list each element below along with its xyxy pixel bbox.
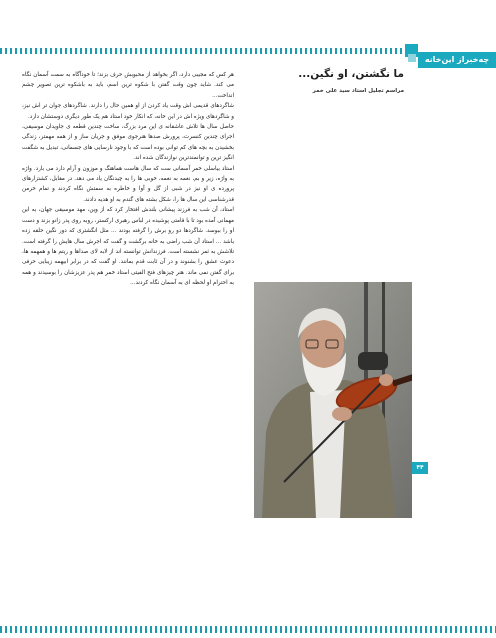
- article-paragraph: حاصل سال ها تلاش عاشقانه ی این مرد بزرگ، ساخت چندین قطعه ی جاویدان موسیقی، اجرای چندین کنسرت، پرورش صدها هنرجوی موفق و جریان ساز و از همه مهمتر، زندگی بخشیدن به بچه های کم توانی بوده است که با وجود نارسایی های جسمانی، تبدیل به شگفت انگیز ترین و توانمندترین نوازندگان شده اند.: [22, 124, 234, 162]
- bottom-stripe-decoration: [0, 626, 496, 633]
- article-byline: مراسم تجلیل استاد سید علی خمر: [312, 88, 404, 94]
- violinist-photo: [254, 282, 412, 518]
- section-label: چه‌خبراز این‌خانه: [418, 52, 496, 68]
- accent-square-small-decoration: [408, 54, 416, 62]
- article-paragraph: هر کس که مجیبی دارد، اگر بخواهد از محبوبش حرف بزند؛ تا خودآگاه به سمت آسمان نگاه می کند. شاید چون وقت گفتن با شکوه ترین اسم، باید به باشکوه ترین تصویر چشم انداخت...: [22, 72, 234, 99]
- article-body: [22, 70, 234, 442]
- article-paragraph: استاد بیاسلی خمر آسمانی ست که سال هاست هماهنگ و موزون و آرام دارد می بارد. واژه به واژه، زیر و بم، نغمه به نغمه، خوبی ها را به چیدنگان یاد می دهد. در مقابل، کشتزارهای پرورده ی او نیز در شبی از گل و آوا و خاطره به سمتش نگاه کردند و تمام خرمن قدرشناسی این سال ها را، شکل بشته های گندم به او هدیه دادند.: [22, 165, 234, 203]
- top-stripe-decoration: [0, 48, 405, 54]
- article-paragraph: شاگردهای قدیمی اش وقت یاد کردن از او همین حال را دارند. شاگردهای جوان تر اش نیز، و شاگردهای ویژه اش در این خانه، که انکار خود استاد هم یک طور دیگری دوستشان دارد.: [22, 103, 234, 120]
- violinist-illustration: [254, 282, 412, 518]
- article-title: ما نگشتن، او نگین...: [298, 68, 404, 80]
- article-paragraph: استاد، آن شب به فرزند پیشانی بلندش افتخار کرد که از وین، مهد موسیقی جهان، به این مهمانی آمده بود تا با قامتی پوشیده در لباس رهبری ارکستر، روبه روی پدر زانو بزند و دست او را ببوسد. شاگردها دو رو برش را گرفته بودند ... مثل انگشتری که دور نگین حلقه زده باشد ... استاد آن شب راضی به خانه برگشت و گفت که اجرش سال هایش را گرفته است. تلاشش به ثمر نشسته است. فرزندانش توانسته اند از لابه لای صداها و ریتم ها و همهمه ها، دعوت عشق را بشنوند و در آن ثابت قدم بمانند. او گفت که در برابر ابیهمه زیبایی حرفی برای گفتن نمی ماند. هنر چیزهای فتح الفیتی استاد خمر هم پدر عزیزشان را بوسیدند و همه به احترام او لحظه ای به آسمان نگاه کردند...: [22, 207, 234, 287]
- page-number: ۴۴: [412, 462, 428, 474]
